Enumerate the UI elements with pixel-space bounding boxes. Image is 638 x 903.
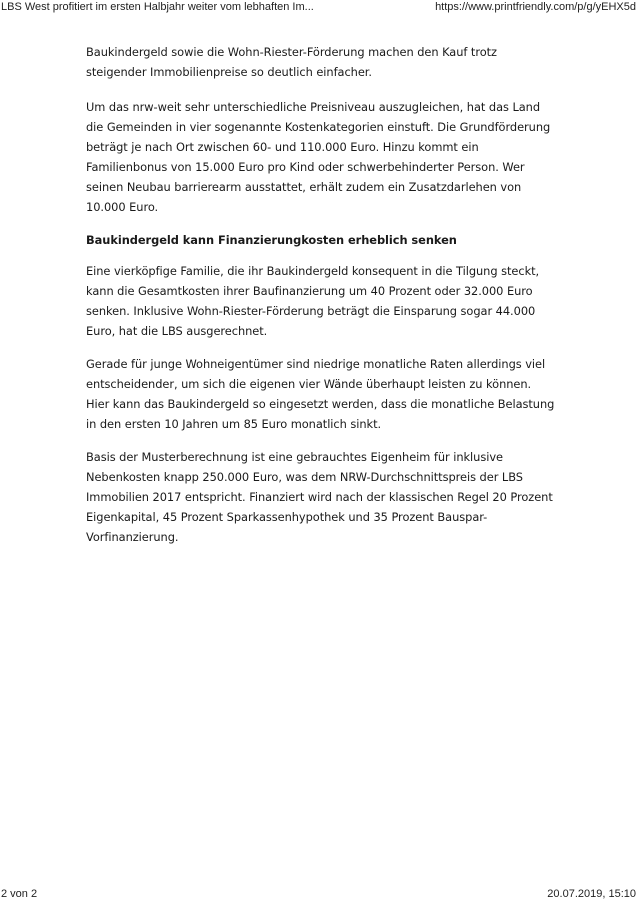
article-paragraph: Basis der Musterberechnung ist eine gebrauchtes Eigenheim für inklusive Nebenkosten knapp 250.000 Euro, was dem NRW-Durchschnittspreis der LBS Immobilien 2017 entspricht. Finanziert wird nach der klassischen Regel 20 Prozent Eigenkapital, 45 Prozent Sparkassenhypothek und 35 Prozent Bauspar-Vorfinanzierung. [86,450,553,544]
article-paragraph: Um das nrw-weit sehr unterschiedliche Preisniveau auszugleichen, hat das Land die Gemeinden in vier sogenannte Kostenkategorien einstuft. Die Grundförderung beträgt je nach Ort zwischen 60- und 110.000 Euro. Hinzu kommt ein Familienbonus von 15.000 Euro pro Kind oder schwerbehinderter Person. Wer seinen Neubau barrierearm ausstattet, erhält zudem ein Zusatzdarlehen von 10.000 Euro. [86,100,551,214]
article-paragraph: Baukindergeld sowie die Wohn-Riester-Förderung machen den Kauf trotz steigender Immobilienpreise so deutlich einfacher. [86,45,497,79]
print-footer-datetime: 20.07.2019, 15:10 [547,888,636,900]
article-paragraph: Gerade für junge Wohneigentümer sind niedrige monatliche Raten allerdings viel entscheidender, um sich die eigenen vier Wände überhaupt leisten zu können. Hier kann das Baukindergeld so eingesetzt werden, dass die monatliche Belastung in den ersten 10 Jahren um 85 Euro monatlich sinkt. [86,357,555,431]
print-header-title: LBS West profitiert im ersten Halbjahr weiter vom lebhaften Im... [1,1,314,13]
print-header-url: https://www.printfriendly.com/p/g/yEHX5d [435,1,636,13]
article-paragraph: Eine vierköpfige Familie, die ihr Baukindergeld konsequent in die Tilgung steckt, kann die Gesamtkosten ihrer Baufinanzierung um 40 Prozent oder 32.000 Euro senken. Inklusive Wohn-Riester-Förderung beträgt die Einsparung sogar 44.000 Euro, hat die LBS ausgerechnet. [86,264,540,338]
print-footer-page: 2 von 2 [1,888,38,900]
article-body [86,42,556,560]
print-header [0,1,638,13]
article-subheading: Baukindergeld kann Finanzierungkosten erheblich senken [86,233,457,247]
print-footer [0,888,638,900]
